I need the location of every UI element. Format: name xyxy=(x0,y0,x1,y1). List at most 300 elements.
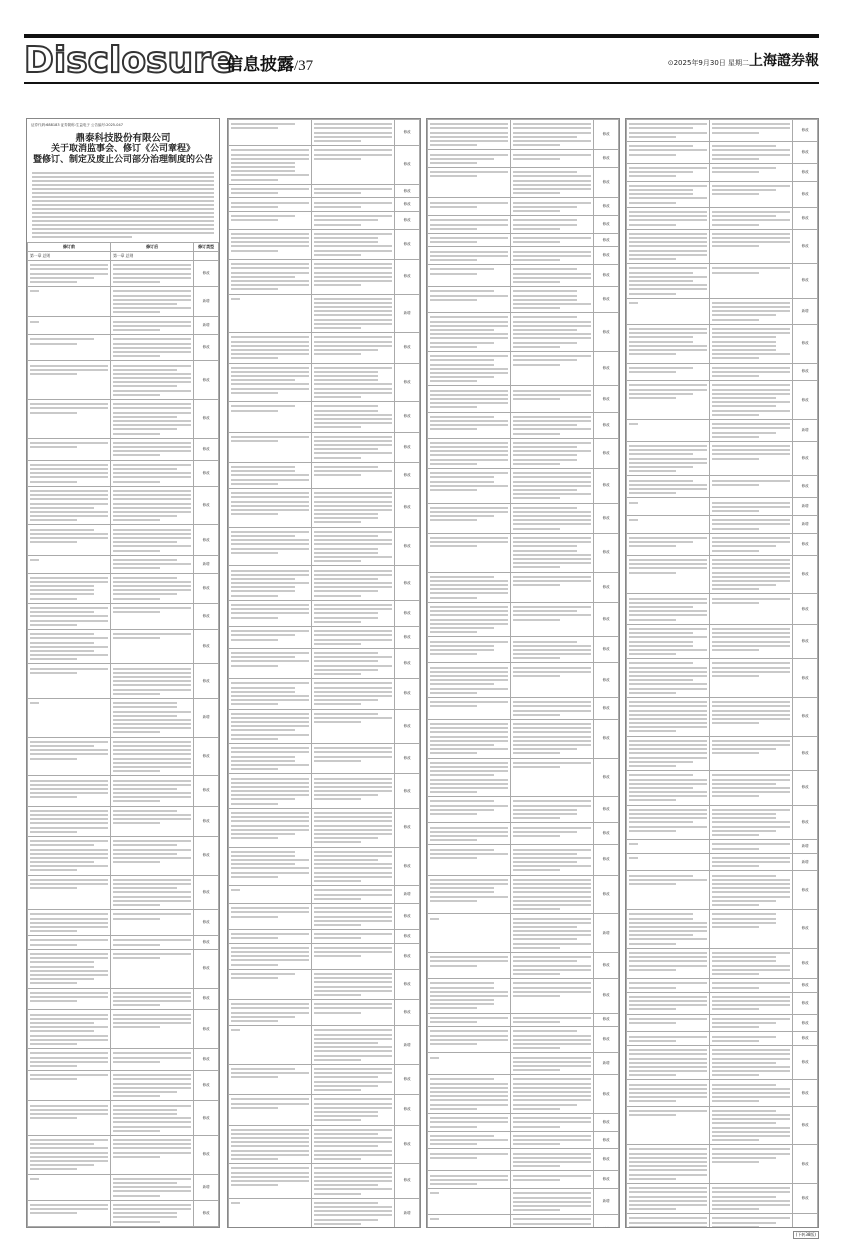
table-row xyxy=(627,516,818,534)
cell-after xyxy=(312,808,395,847)
cell-before xyxy=(627,419,710,441)
cell-type: 修改 xyxy=(194,936,219,950)
cell-before xyxy=(28,603,111,629)
cell-type: 修改 xyxy=(594,216,619,234)
cell-before xyxy=(28,875,111,910)
cell-before xyxy=(229,229,312,259)
cell-after xyxy=(312,930,395,944)
cell-type: 修改 xyxy=(594,1075,619,1114)
cell-before xyxy=(428,150,511,168)
cell-after xyxy=(111,1200,194,1226)
cell-before xyxy=(627,1080,710,1106)
cell-before xyxy=(627,476,710,498)
table-row xyxy=(627,697,818,736)
notice-header xyxy=(27,119,219,168)
cell-type: 修改 xyxy=(395,120,420,146)
table-row xyxy=(428,150,619,168)
cell-after xyxy=(710,298,793,324)
table-row xyxy=(229,432,420,462)
cell-before xyxy=(28,460,111,486)
cell-after xyxy=(511,120,594,150)
cell-before xyxy=(428,1113,511,1131)
cell-before xyxy=(28,287,111,317)
cell-type xyxy=(594,1215,619,1228)
cell-type: 修改 xyxy=(793,381,818,420)
comparison-table-cont xyxy=(427,119,619,1228)
table-row xyxy=(229,1064,420,1094)
table-row xyxy=(28,400,219,439)
cell-after xyxy=(710,516,793,534)
table-row xyxy=(428,1013,619,1027)
cell-before xyxy=(428,1131,511,1149)
cell-type: 修改 xyxy=(594,823,619,845)
cell-after xyxy=(511,719,594,758)
cell-before xyxy=(627,1214,710,1228)
cell-before xyxy=(627,805,710,840)
table-row xyxy=(229,120,420,146)
cell-before xyxy=(627,324,710,363)
cell-after xyxy=(511,637,594,663)
cell-after xyxy=(511,287,594,313)
cell-before xyxy=(229,648,312,678)
cell-after xyxy=(511,1171,594,1189)
cell-after xyxy=(710,1214,793,1228)
cell-type: 修改 xyxy=(793,324,818,363)
cell-type xyxy=(194,1226,219,1228)
cell-after xyxy=(111,1071,194,1101)
table-row xyxy=(28,287,219,317)
table-row xyxy=(28,776,219,806)
table-row xyxy=(229,930,420,944)
cell-after xyxy=(111,525,194,555)
cell-before xyxy=(428,823,511,845)
cell-after xyxy=(312,363,395,402)
cell-before xyxy=(428,697,511,719)
cell-after xyxy=(511,386,594,412)
cell-type: 修改 xyxy=(395,566,420,601)
table-row xyxy=(627,229,818,264)
table-row xyxy=(28,1200,219,1226)
cell-type: 修改 xyxy=(194,1101,219,1136)
table-row xyxy=(627,381,818,420)
table-row xyxy=(229,709,420,744)
cell-after xyxy=(312,709,395,744)
cell-type: 修改 xyxy=(395,363,420,402)
cell-type: 修改 xyxy=(395,903,420,929)
table-row xyxy=(627,141,818,163)
cell-type: 新增 xyxy=(395,1026,420,1065)
cell-after xyxy=(511,797,594,823)
table-row xyxy=(28,698,219,737)
cell-before xyxy=(28,776,111,806)
cell-type: 修改 xyxy=(194,776,219,806)
cell-before xyxy=(428,469,511,504)
cell-before xyxy=(627,264,710,299)
table-row xyxy=(428,875,619,914)
cell-after xyxy=(312,184,395,198)
cell-type: 修改 xyxy=(793,363,818,381)
cell-before xyxy=(229,1125,312,1164)
cell-type: 修改 xyxy=(395,432,420,462)
cell-before xyxy=(229,847,312,886)
table-row xyxy=(229,648,420,678)
cell-after xyxy=(511,823,594,845)
cell-type: 修改 xyxy=(395,774,420,809)
table-row xyxy=(229,294,420,333)
cell-before xyxy=(627,979,710,993)
column-4 xyxy=(625,118,819,1228)
cell-before xyxy=(428,351,511,386)
cell-before xyxy=(627,624,710,659)
cell-after xyxy=(511,233,594,247)
cell-type: 修改 xyxy=(395,146,420,185)
cell-type: 新增 xyxy=(793,298,818,324)
cell-after xyxy=(312,120,395,146)
cell-before xyxy=(28,1071,111,1101)
cell-type: 修改 xyxy=(395,527,420,566)
cell-type: 修改 xyxy=(594,1013,619,1027)
table-row xyxy=(428,823,619,845)
table-row xyxy=(627,910,818,949)
table-row xyxy=(627,163,818,181)
cell-type: 修改 xyxy=(594,313,619,352)
cell-after xyxy=(312,626,395,648)
cell-after xyxy=(312,1198,395,1228)
cell-before xyxy=(28,335,111,361)
cell-type: 修改 xyxy=(395,488,420,527)
table-row xyxy=(229,229,420,259)
table-row xyxy=(627,659,818,698)
table-row xyxy=(229,363,420,402)
cell-after xyxy=(312,566,395,601)
cell-before xyxy=(428,979,511,1014)
cell-after xyxy=(710,441,793,476)
cell-before xyxy=(28,400,111,439)
cell-type: 新增 xyxy=(793,840,818,854)
cell-after xyxy=(111,737,194,776)
table-row xyxy=(229,1095,420,1125)
cell-type: 修改 xyxy=(194,875,219,910)
table-row xyxy=(28,361,219,400)
cell-type: 修改 xyxy=(395,462,420,488)
table-row xyxy=(627,594,818,624)
column-1 xyxy=(26,118,220,1228)
cell-type: 新增 xyxy=(194,317,219,335)
cell-type: 修改 xyxy=(793,624,818,659)
cell-after xyxy=(312,744,395,774)
cell-after xyxy=(111,400,194,439)
cell-after xyxy=(511,351,594,386)
cell-type: 新增 xyxy=(194,1174,219,1200)
table-row xyxy=(229,260,420,295)
cell-type: 修改 xyxy=(793,979,818,993)
cell-before xyxy=(627,516,710,534)
cell-after xyxy=(111,335,194,361)
cell-type: 新增 xyxy=(793,498,818,516)
cell-before xyxy=(28,936,111,950)
table-row xyxy=(428,797,619,823)
cell-before xyxy=(428,719,511,758)
cell-before xyxy=(229,903,312,929)
cell-type: 修改 xyxy=(395,229,420,259)
cell-after xyxy=(710,871,793,910)
cell-before xyxy=(229,886,312,904)
cell-after xyxy=(312,1095,395,1125)
cell-after xyxy=(111,836,194,875)
cell-type: 新增 xyxy=(793,516,818,534)
table-row xyxy=(28,1135,219,1174)
newspaper-brand: 上海證券報 xyxy=(749,53,819,69)
cell-after xyxy=(312,488,395,527)
cell-type: 修改 xyxy=(194,629,219,664)
cell-after xyxy=(111,776,194,806)
cell-after xyxy=(312,903,395,929)
cell-before xyxy=(428,875,511,914)
cell-type: 修改 xyxy=(793,659,818,698)
table-row xyxy=(229,600,420,626)
cell-before xyxy=(627,533,710,555)
cell-before xyxy=(229,146,312,185)
cell-type: 修改 xyxy=(194,949,219,988)
cell-after xyxy=(710,736,793,771)
cell-type: 修改 xyxy=(395,943,420,969)
cell-type: 修改 xyxy=(793,555,818,594)
cell-after xyxy=(511,875,594,914)
cell-after xyxy=(312,198,395,212)
cell-before xyxy=(428,265,511,287)
cell-before xyxy=(627,771,710,806)
cell-type: 修改 xyxy=(793,1183,818,1213)
cell-after xyxy=(710,229,793,264)
table-row xyxy=(627,441,818,476)
cell-type: 修改 xyxy=(594,247,619,265)
table-row xyxy=(627,498,818,516)
continued-note: (下转38版) xyxy=(793,1231,819,1239)
cell-after xyxy=(710,555,793,594)
table-header-row xyxy=(28,243,219,252)
cell-type: 修改 xyxy=(594,663,619,698)
cell-after xyxy=(312,294,395,333)
cell-type: 新增 xyxy=(594,914,619,953)
cell-type: 新增 xyxy=(793,419,818,441)
cell-before xyxy=(28,836,111,875)
cell-type: 修改 xyxy=(194,1010,219,1049)
cell-after xyxy=(111,936,194,950)
cell-type: 修改 xyxy=(793,120,818,142)
cell-type: 修改 xyxy=(395,198,420,212)
cell-after xyxy=(511,265,594,287)
cell-after xyxy=(511,697,594,719)
cell-before xyxy=(428,663,511,698)
cell-after xyxy=(511,1013,594,1027)
disclosure-logo: Disclosure xyxy=(24,40,236,81)
header-after: 修订后 xyxy=(111,243,194,252)
cell-before xyxy=(28,698,111,737)
cell-type: 修改 xyxy=(594,438,619,468)
cell-before xyxy=(428,287,511,313)
table-body xyxy=(428,120,619,1229)
cell-before xyxy=(28,988,111,1010)
cell-before xyxy=(229,566,312,601)
cell-before xyxy=(428,1013,511,1027)
cell-type: 修改 xyxy=(793,1014,818,1032)
table-row xyxy=(428,247,619,265)
cell-before xyxy=(229,294,312,333)
cell-after xyxy=(710,264,793,299)
cell-after xyxy=(111,806,194,836)
cell-type: 修改 xyxy=(793,441,818,476)
cell-type: 新增 xyxy=(793,853,818,871)
cell-type: 修改 xyxy=(395,648,420,678)
table-row xyxy=(627,533,818,555)
cell-before xyxy=(428,438,511,468)
table-row xyxy=(428,313,619,352)
cell-before xyxy=(428,198,511,216)
cell-before xyxy=(229,198,312,212)
table-row xyxy=(627,264,818,299)
table-row xyxy=(428,120,619,150)
cell-type: 修改 xyxy=(594,572,619,602)
table-row xyxy=(627,771,818,806)
cell-type: 新增 xyxy=(594,1053,619,1075)
cell-after xyxy=(511,1075,594,1114)
table-row xyxy=(28,936,219,950)
table-row xyxy=(428,637,619,663)
table-row xyxy=(28,806,219,836)
cell-before xyxy=(627,141,710,163)
cell-after xyxy=(511,247,594,265)
cell-type: 修改 xyxy=(793,1080,818,1106)
cell-after xyxy=(710,1014,793,1032)
cell-before xyxy=(28,361,111,400)
cell-before xyxy=(28,555,111,573)
cell-after xyxy=(111,287,194,317)
table-row xyxy=(428,265,619,287)
cell-before xyxy=(627,871,710,910)
cell-before xyxy=(28,949,111,988)
cell-type: 修改 xyxy=(194,988,219,1010)
cell-after xyxy=(511,412,594,438)
table-row xyxy=(28,664,219,699)
cell-type: 修改 xyxy=(793,948,818,978)
cell-before xyxy=(627,207,710,229)
table-row xyxy=(28,1010,219,1049)
cell-before xyxy=(627,1183,710,1213)
cell-after xyxy=(111,1174,194,1200)
table-row xyxy=(428,233,619,247)
cell-before xyxy=(428,797,511,823)
table-row xyxy=(28,603,219,629)
cell-type: 修改 xyxy=(395,709,420,744)
table-row xyxy=(229,1198,420,1228)
cell-type: 修改 xyxy=(594,168,619,198)
cell-after xyxy=(312,774,395,809)
cell-after xyxy=(511,663,594,698)
cell-before xyxy=(28,1010,111,1049)
cell-type: 修改 xyxy=(395,1064,420,1094)
table-row xyxy=(627,1032,818,1046)
table-row xyxy=(28,629,219,664)
table-row xyxy=(28,438,219,460)
cell-before xyxy=(28,1135,111,1174)
cell-before xyxy=(229,488,312,527)
cell-type: 修改 xyxy=(594,875,619,914)
cell-after xyxy=(111,1010,194,1049)
cell-after xyxy=(511,953,594,979)
table-row xyxy=(229,566,420,601)
table-row xyxy=(229,774,420,809)
table-row xyxy=(229,903,420,929)
table-row xyxy=(28,555,219,573)
cell-type: 修改 xyxy=(793,594,818,624)
cell-type: 修改 xyxy=(395,744,420,774)
cell-before xyxy=(627,853,710,871)
cell-before xyxy=(627,298,710,324)
table-row xyxy=(428,953,619,979)
cell-type: 修改 xyxy=(594,758,619,797)
cell-after xyxy=(111,460,194,486)
table-row xyxy=(428,845,619,875)
cell-type: 修改 xyxy=(395,679,420,709)
cell-type: 新增 xyxy=(594,1189,619,1215)
table-row xyxy=(627,1106,818,1145)
cell-after xyxy=(710,771,793,806)
cell-before xyxy=(229,1064,312,1094)
cell-before xyxy=(229,600,312,626)
cell-before xyxy=(28,1200,111,1226)
cell-after xyxy=(312,600,395,626)
table-row xyxy=(627,1214,818,1228)
cell-type: 修改 xyxy=(194,603,219,629)
cell-before xyxy=(627,363,710,381)
table-row xyxy=(627,1014,818,1032)
company-name: 鼎泰科技股份有限公司 xyxy=(75,133,171,144)
cell-before xyxy=(428,1189,511,1215)
cell-after xyxy=(710,1045,793,1080)
cell-type: 修改 xyxy=(594,1113,619,1131)
cell-before xyxy=(28,486,111,525)
cell-before xyxy=(229,774,312,809)
cell-before xyxy=(627,1014,710,1032)
table-row xyxy=(627,992,818,1014)
cell-after xyxy=(111,875,194,910)
cell-before xyxy=(229,930,312,944)
cell-before xyxy=(627,1045,710,1080)
cell-type: 修改 xyxy=(793,264,818,299)
cell-after xyxy=(312,943,395,969)
cell-before xyxy=(428,1215,511,1228)
cell-before xyxy=(229,626,312,648)
cell-type: 修改 xyxy=(793,1145,818,1184)
cell-after xyxy=(511,1131,594,1149)
cell-type: 修改 xyxy=(594,120,619,150)
table-row xyxy=(428,386,619,412)
table-row xyxy=(627,736,818,771)
cell-after xyxy=(710,948,793,978)
cell-after xyxy=(111,949,194,988)
cell-before xyxy=(627,181,710,207)
table-row xyxy=(428,1171,619,1189)
table-body xyxy=(28,252,219,1229)
cell-type: 修改 xyxy=(793,805,818,840)
table-row xyxy=(28,988,219,1010)
cell-after xyxy=(111,910,194,936)
cell-type: 修改 xyxy=(395,808,420,847)
cell-after xyxy=(111,603,194,629)
cell-after xyxy=(710,659,793,698)
table-row xyxy=(428,503,619,533)
table-row xyxy=(28,910,219,936)
